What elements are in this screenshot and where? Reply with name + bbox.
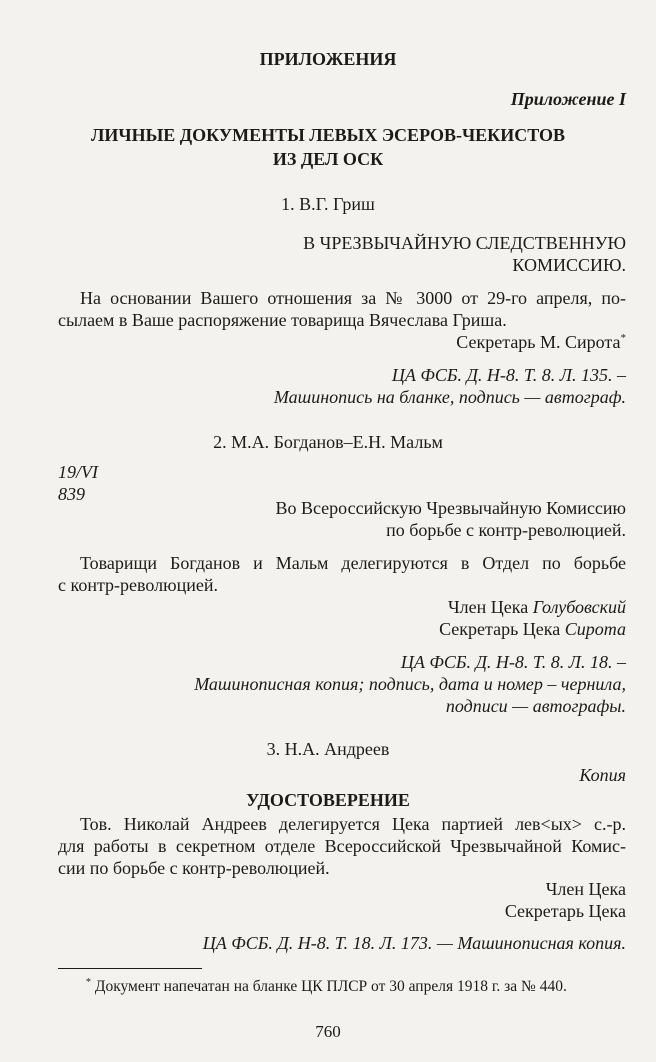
doc3-body — [58, 813, 626, 879]
doc2-signature-1 — [448, 596, 626, 618]
doc2-source-line-1: ЦА ФСБ. Д. Н-8. Т. 8. Л. 18. – — [400, 652, 626, 672]
doc1-source-line-1: ЦА ФСБ. Д. Н-8. Т. 8. Л. 135. – — [391, 365, 626, 385]
doc1-addressee-line-2: КОМИССИЮ. — [512, 255, 626, 275]
doc2-body — [58, 552, 626, 596]
doc3-body-line-1: Тов. Николай Андреев делегируется Цека партией лев<ых> с.-р. — [80, 814, 626, 834]
footnote-text: Документ напечатан на бланке ЦК ПЛСР от 30 апреля 1918 г. за № 440. — [94, 978, 567, 995]
doc1-heading: 1. В.Г. Гриш — [281, 194, 375, 214]
doc1-signature — [456, 331, 626, 353]
doc2-sig2-name: Сирота — [564, 619, 626, 639]
doc1-body-line-1: На основании Вашего отношения за № 3000 от 29-го апреля, по- — [80, 288, 626, 308]
doc2-body-line-1: Товарищи Богданов и Мальм делегируются в Отдел по борьбе — [80, 553, 626, 573]
doc1-addressee-line-1: В ЧРЕЗВЫЧАЙНУЮ СЛЕДСТВЕННУЮ — [303, 233, 626, 253]
doc2-date-line-1: 19/VI — [58, 462, 98, 482]
doc2-addressee-line-2: по борьбе с контр-революцией. — [386, 520, 626, 540]
doc3-source: ЦА ФСБ. Д. Н-8. Т. 18. Л. 173. — Машинописная копия. — [202, 933, 626, 953]
doc3-body-line-2: для работы в секретном отделе Всероссийской Чрезвычайной Комис- — [58, 836, 626, 856]
footnote-marker: * — [620, 332, 626, 344]
doc3-title: УДОСТОВЕРЕНИЕ — [246, 790, 410, 810]
doc3-heading: 3. Н.А. Андреев — [266, 739, 390, 759]
doc2-body-line-2: с контр-революцией. — [58, 575, 218, 595]
doc3-copy-label: Копия — [579, 765, 626, 785]
doc2-sig1-title: Член Цека — [447, 597, 529, 617]
doc1-body-line-2: сылаем в Ваше распоряжение товарища Вячеслава Гриша. — [58, 310, 507, 330]
doc2-heading: 2. М.А. Богданов–Е.Н. Мальм — [213, 432, 443, 452]
doc2-sig1-name: Голубовский — [532, 597, 626, 617]
appendix-title-line-2: ИЗ ДЕЛ ОСК — [272, 149, 384, 169]
doc2-signature-2 — [439, 618, 626, 640]
doc3-body-line-3: сии по борьбе с контр-революцией. — [58, 858, 330, 878]
page-number: 760 — [315, 1022, 341, 1041]
footnote-rule — [58, 968, 202, 969]
footnote-mark: * — [86, 976, 91, 988]
doc1-body — [58, 287, 626, 331]
doc2-source-line-3: подписи — автографы. — [445, 696, 626, 716]
doc2-sig2-title: Секретарь Цека — [439, 619, 561, 639]
appendix-number: Приложение I — [510, 89, 626, 109]
doc2-addressee-line-1: Во Всероссийскую Чрезвычайную Комиссию — [275, 498, 626, 518]
appendix-title-line-1: ЛИЧНЫЕ ДОКУМЕНТЫ ЛЕВЫХ ЭСЕРОВ-ЧЕКИСТОВ — [90, 125, 565, 145]
footnote — [86, 977, 567, 997]
doc1-signature-text: Секретарь М. Сирота — [456, 332, 621, 352]
doc2-date-line-2: 839 — [58, 484, 85, 504]
doc1-source-line-2: Машинопись на бланке, подпись — автограф. — [273, 387, 626, 407]
doc2-source-line-2: Машинописная копия; подпись, дата и номер – чернила, — [194, 674, 626, 694]
doc3-signature-1: Член Цека — [545, 879, 626, 899]
appendix-header: ПРИЛОЖЕНИЯ — [259, 49, 397, 69]
doc3-signature-2: Секретарь Цека — [504, 901, 626, 921]
